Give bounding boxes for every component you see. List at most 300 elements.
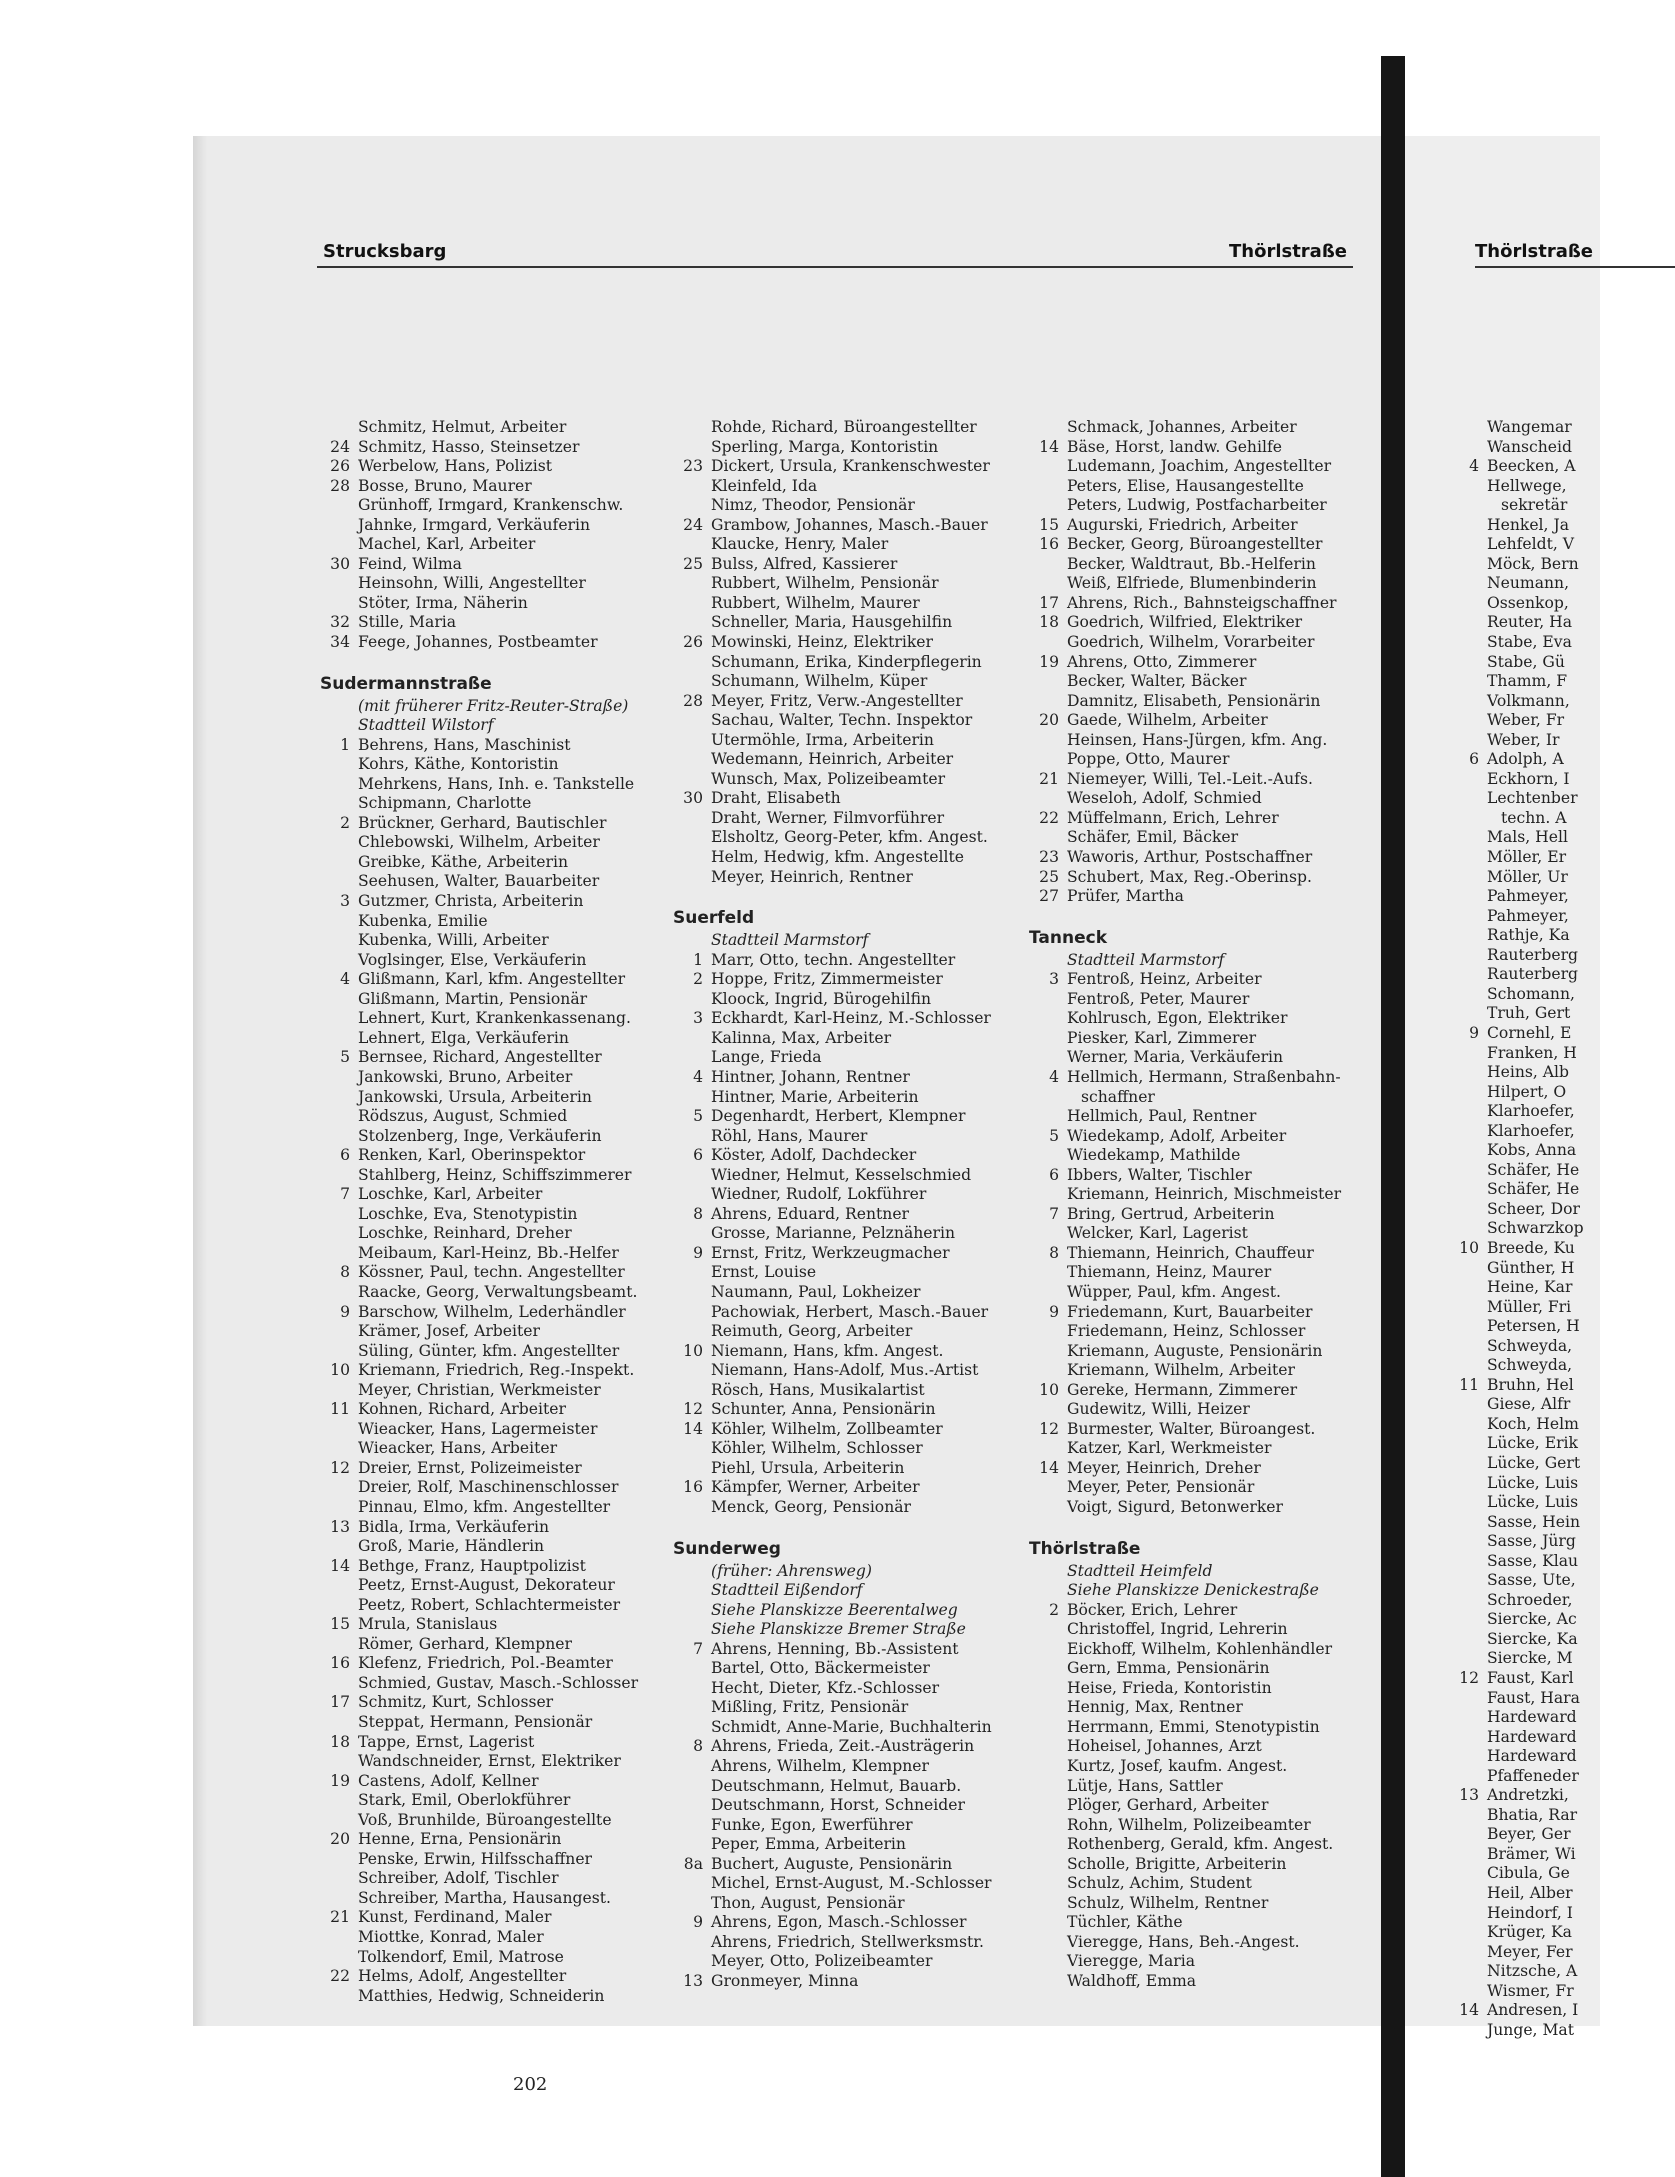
street-heading: Sunderweg	[673, 1538, 781, 1559]
resident-name: Heise, Frieda, Kontoristin	[1067, 1678, 1272, 1697]
resident-name: Jankowski, Ursula, Arbeiterin	[358, 1087, 592, 1106]
house-number: 20	[1039, 711, 1059, 730]
house-number: 15	[330, 1615, 350, 1634]
resident-name: Volkmann,	[1487, 691, 1570, 710]
resident-name: Eckhorn, I	[1487, 769, 1570, 788]
resident-name: Krüger, Ka	[1487, 1923, 1572, 1942]
resident-entry	[1029, 1420, 1389, 1440]
resident-entry	[673, 770, 1003, 790]
resident-name: Gutzmer, Christa, Arbeiterin	[358, 892, 584, 911]
resident-name: Wüpper, Paul, kfm. Angest.	[1067, 1282, 1281, 1301]
house-number: 10	[1039, 1380, 1059, 1399]
resident-name: Helms, Adolf, Angestellter	[358, 1967, 567, 1986]
resident-name: Klarhoefer,	[1487, 1102, 1575, 1121]
resident-entry	[1029, 477, 1389, 497]
resident-entry	[1449, 1376, 1649, 1396]
resident-name: Sasse, Jürg	[1487, 1532, 1576, 1551]
resident-name: Ahrens, Rich., Bahnsteigschaffner	[1067, 593, 1337, 612]
house-number: 21	[1039, 769, 1059, 788]
resident-name: Schulz, Achim, Student	[1067, 1874, 1252, 1893]
resident-entry	[673, 418, 1003, 438]
resident-entry	[1029, 770, 1389, 790]
house-number: 8	[693, 1204, 703, 1223]
resident-entry	[1449, 1239, 1649, 1259]
street-heading: Sudermannstraße	[320, 673, 492, 694]
resident-entry	[673, 477, 1003, 497]
resident-entry	[1029, 1796, 1389, 1816]
resident-name: Peters, Ludwig, Postfacharbeiter	[1067, 496, 1327, 515]
resident-entry	[1029, 848, 1389, 868]
house-number: 14	[1459, 2001, 1479, 2020]
house-number: 21	[330, 1908, 350, 1927]
resident-name: Weber, Fr	[1487, 711, 1565, 730]
resident-name: Breede, Ku	[1487, 1238, 1575, 1257]
resident-entry	[1449, 848, 1649, 868]
resident-name: Heinsen, Hans-Jürgen, kfm. Ang.	[1067, 730, 1328, 749]
house-number: 7	[693, 1639, 703, 1658]
resident-entry	[1029, 1777, 1389, 1797]
resident-name: Ibbers, Walter, Tischler	[1067, 1165, 1252, 1184]
resident-entry	[1029, 574, 1389, 594]
street-note: Siehe Planskizze Denickestraße	[1067, 1581, 1319, 1600]
house-number: 24	[330, 437, 350, 456]
resident-name: Helm, Hedwig, kfm. Angestellte	[711, 848, 964, 867]
resident-name: Pahmeyer,	[1487, 887, 1569, 906]
resident-name: Bosse, Bruno, Maurer	[358, 476, 532, 495]
resident-entry	[673, 1498, 1003, 1518]
resident-name: Süling, Günter, kfm. Angestellter	[358, 1341, 620, 1360]
resident-name: Gaede, Wilhelm, Arbeiter	[1067, 711, 1268, 730]
resident-entry	[673, 1913, 1003, 1933]
house-number: 5	[340, 1048, 350, 1067]
resident-name: Kubenka, Emilie	[358, 911, 488, 930]
resident-name: Peetz, Robert, Schlachtermeister	[358, 1595, 621, 1614]
resident-name: Lechtenber	[1487, 789, 1578, 808]
resident-entry	[673, 1894, 1003, 1914]
resident-entry	[1449, 438, 1649, 458]
resident-name: Bäse, Horst, landw. Gehilfe	[1067, 437, 1282, 456]
resident-name: Deutschmann, Horst, Schneider	[711, 1796, 965, 1815]
resident-entry	[1449, 633, 1649, 653]
house-number: 23	[683, 457, 703, 476]
house-number: 4	[1049, 1067, 1059, 1086]
resident-name: Schreiber, Adolf, Tischler	[358, 1869, 559, 1888]
resident-name: Meyer, Heinrich, Dreher	[1067, 1458, 1261, 1477]
resident-entry	[320, 1029, 650, 1049]
resident-name: Sperling, Marga, Kontoristin	[711, 437, 939, 456]
resident-entry	[1449, 1825, 1649, 1845]
resident-entry	[320, 1459, 650, 1479]
house-number: 6	[1049, 1165, 1059, 1184]
street-heading: Tanneck	[1029, 927, 1107, 948]
resident-entry	[320, 931, 650, 951]
resident-entry	[320, 1127, 650, 1147]
resident-entry	[320, 1439, 650, 1459]
resident-entry	[1449, 1630, 1649, 1650]
resident-name: Schubert, Max, Reg.-Oberinsp.	[1067, 867, 1312, 886]
resident-entry	[673, 1972, 1003, 1992]
resident-name: Rubbert, Wilhelm, Maurer	[711, 593, 920, 612]
resident-entry	[1449, 1083, 1649, 1103]
resident-entry	[673, 1107, 1003, 1127]
resident-entry	[1029, 653, 1389, 673]
resident-name: Ossenkop,	[1487, 593, 1569, 612]
resident-entry	[673, 789, 1003, 809]
resident-name: Vieregge, Hans, Beh.-Angest.	[1067, 1932, 1300, 1951]
resident-name: Tappe, Ernst, Lagerist	[358, 1732, 535, 1751]
street-note: Siehe Planskizze Bremer Straße	[711, 1620, 966, 1639]
resident-name: Lange, Frieda	[711, 1048, 822, 1067]
resident-name: Hardeward	[1487, 1727, 1577, 1746]
resident-entry	[320, 833, 650, 853]
resident-entry	[1449, 1786, 1649, 1806]
resident-entry	[1449, 1982, 1649, 2002]
resident-entry	[1449, 946, 1649, 966]
resident-name: Schwarzkop	[1487, 1219, 1584, 1238]
resident-name: Stolzenberg, Inge, Verkäuferin	[358, 1126, 602, 1145]
house-number: 28	[683, 691, 703, 710]
resident-name: Reuter, Ha	[1487, 613, 1573, 632]
house-number: 3	[340, 892, 350, 911]
entry-continuation: schaffner	[1081, 1087, 1155, 1106]
house-number: 13	[1459, 1786, 1479, 1805]
resident-entry	[1449, 1728, 1649, 1748]
resident-name: Bidla, Irma, Verkäuferin	[358, 1517, 550, 1536]
resident-entry	[320, 1987, 650, 2007]
resident-entry	[320, 1889, 650, 1909]
entry-continuation: sekretär	[1501, 496, 1568, 515]
resident-entry	[1029, 1166, 1389, 1186]
resident-entry	[320, 1205, 650, 1225]
resident-entry	[673, 1874, 1003, 1894]
resident-name: Buchert, Auguste, Pensionärin	[711, 1854, 953, 1873]
resident-entry	[320, 1342, 650, 1362]
resident-name: Tolkendorf, Emil, Matrose	[358, 1947, 564, 1966]
resident-entry	[1449, 1395, 1649, 1415]
resident-entry	[1029, 633, 1389, 653]
resident-name: Renken, Karl, Oberinspektor	[358, 1146, 586, 1165]
resident-name: Neumann,	[1487, 574, 1570, 593]
house-number: 16	[683, 1478, 703, 1497]
resident-name: Hellwege,	[1487, 476, 1567, 495]
resident-entry	[320, 1166, 650, 1186]
resident-entry	[320, 1557, 650, 1577]
resident-name: Schomann,	[1487, 984, 1575, 1003]
resident-name: Becker, Waldtraut, Bb.-Helferin	[1067, 554, 1316, 573]
resident-name: Ahrens, Wilhelm, Klempner	[711, 1757, 929, 1775]
resident-name: Kriemann, Auguste, Pensionärin	[1067, 1341, 1323, 1360]
house-number: 12	[1039, 1419, 1059, 1438]
resident-name: Wismer, Fr	[1487, 1981, 1574, 2000]
resident-name: Siercke, M	[1487, 1649, 1573, 1668]
resident-entry	[320, 1400, 650, 1420]
resident-name: Kriemann, Friedrich, Reg.-Inspekt.	[358, 1361, 635, 1380]
house-number: 13	[330, 1517, 350, 1536]
house-number: 7	[340, 1185, 350, 1204]
resident-entry	[1029, 1107, 1389, 1127]
resident-name: Hoppe, Fritz, Zimmermeister	[711, 970, 943, 989]
street-note: Siehe Planskizze Beerentalweg	[711, 1600, 958, 1619]
resident-entry	[1449, 1904, 1649, 1924]
resident-name: Sachau, Walter, Techn. Inspektor	[711, 711, 973, 730]
resident-name: Werner, Maria, Verkäuferin	[1067, 1048, 1284, 1067]
house-number: 4	[340, 970, 350, 989]
resident-name: Weiß, Elfriede, Blumenbinderin	[1067, 574, 1317, 593]
resident-name: Lehfeldt, V	[1487, 535, 1575, 554]
resident-entry	[320, 1263, 650, 1283]
resident-name: Schmidt, Anne-Marie, Buchhalterin	[711, 1717, 992, 1736]
resident-name: Cornehl, E	[1487, 1023, 1572, 1042]
resident-entry	[320, 1420, 650, 1440]
resident-entry	[1029, 731, 1389, 751]
resident-entry	[673, 828, 1003, 848]
resident-name: Bring, Gertrud, Arbeiterin	[1067, 1204, 1275, 1223]
resident-name: Heil, Alber	[1487, 1884, 1573, 1903]
resident-name: Waldhoff, Emma	[1067, 1972, 1197, 1991]
resident-entry	[320, 1967, 650, 1987]
resident-name: Wieacker, Hans, Arbeiter	[358, 1439, 558, 1458]
resident-name: Penske, Erwin, Hilfsschaffner	[358, 1849, 593, 1868]
resident-entry	[1449, 1493, 1649, 1513]
house-number: 27	[1039, 887, 1059, 906]
resident-entry	[1029, 1498, 1389, 1518]
resident-name: Elsholtz, Georg-Peter, kfm. Angest.	[711, 828, 988, 847]
resident-entry	[320, 951, 650, 971]
resident-name: Köhler, Wilhelm, Schlosser	[711, 1439, 923, 1458]
resident-name: Feege, Johannes, Postbeamter	[358, 633, 598, 652]
page-scan	[193, 136, 1400, 2095]
resident-entry	[1449, 1063, 1649, 1083]
resident-name: Stille, Maria	[358, 613, 457, 632]
house-number: 17	[330, 1693, 350, 1712]
resident-entry	[1449, 1102, 1649, 1122]
house-number: 2	[693, 970, 703, 989]
resident-name: Kleinfeld, Ida	[711, 476, 818, 495]
resident-name: Günther, H	[1487, 1258, 1575, 1277]
resident-name: Behrens, Hans, Maschinist	[358, 735, 571, 754]
resident-entry	[320, 1381, 650, 1401]
resident-entry	[320, 1869, 650, 1889]
resident-entry	[1449, 711, 1649, 731]
resident-entry	[1449, 731, 1649, 751]
resident-entry	[1029, 1913, 1389, 1933]
resident-name: Grünhoff, Irmgard, Krankenschw.	[358, 496, 624, 515]
resident-entry	[320, 457, 650, 477]
resident-entry	[1029, 1205, 1389, 1225]
resident-entry	[1449, 555, 1649, 575]
resident-name: Augurski, Friedrich, Arbeiter	[1067, 515, 1298, 534]
street-note: Stadtteil Marmstorf	[711, 931, 869, 950]
resident-entry	[673, 516, 1003, 536]
resident-entry	[320, 912, 650, 932]
house-number: 7	[1049, 1204, 1059, 1223]
resident-name: Herrmann, Emmi, Stenotypistin	[1067, 1717, 1320, 1736]
resident-name: Stöter, Irma, Näherin	[358, 593, 528, 612]
resident-name: Cibula, Ge	[1487, 1864, 1570, 1883]
resident-entry	[1449, 1884, 1649, 1904]
resident-name: Scheer, Dor	[1487, 1199, 1580, 1218]
entry-continuation: techn. A	[1501, 808, 1567, 827]
resident-name: Gronmeyer, Minna	[711, 1972, 859, 1991]
resident-entry	[673, 1263, 1003, 1283]
resident-entry	[1449, 965, 1649, 985]
resident-entry	[1449, 1610, 1649, 1630]
resident-name: Hoheisel, Johannes, Arzt	[1067, 1737, 1262, 1756]
resident-name: Kriemann, Wilhelm, Arbeiter	[1067, 1361, 1295, 1380]
resident-entry	[1449, 1532, 1649, 1552]
next-page-edge	[1405, 136, 1600, 2039]
resident-name: Bartel, Otto, Bäckermeister	[711, 1659, 930, 1678]
resident-entry	[673, 613, 1003, 633]
resident-name: Wandschneider, Ernst, Elektriker	[358, 1752, 621, 1771]
resident-entry	[320, 1752, 650, 1772]
resident-entry	[1029, 1263, 1389, 1283]
resident-name: Peters, Elise, Hausangestellte	[1067, 476, 1304, 495]
resident-entry	[1449, 1122, 1649, 1142]
resident-entry	[673, 1737, 1003, 1757]
resident-entry	[320, 535, 650, 555]
house-number: 12	[1459, 1669, 1479, 1687]
resident-entry	[1029, 828, 1389, 848]
resident-entry	[320, 1185, 650, 1205]
resident-entry	[320, 1772, 650, 1792]
resident-name: Möller, Er	[1487, 848, 1567, 867]
resident-entry	[1449, 1806, 1649, 1826]
resident-entry	[673, 1698, 1003, 1718]
resident-entry	[320, 1498, 650, 1518]
resident-entry	[673, 1283, 1003, 1303]
resident-entry	[1449, 985, 1649, 1005]
resident-entry	[1029, 1972, 1389, 1992]
resident-name: Greibke, Käthe, Arbeiterin	[358, 852, 568, 871]
resident-entry	[320, 1322, 650, 1342]
house-number: 16	[330, 1654, 350, 1673]
resident-name: Rathje, Ka	[1487, 926, 1570, 945]
resident-entry	[320, 853, 650, 873]
resident-name: Faust, Karl	[1487, 1669, 1574, 1687]
resident-entry	[673, 1478, 1003, 1498]
resident-entry	[1449, 1767, 1649, 1787]
resident-entry	[673, 1205, 1003, 1225]
resident-name: Schneller, Maria, Hausgehilfin	[711, 613, 953, 632]
resident-name: Rauterberg	[1487, 965, 1579, 984]
resident-name: Rauterberg	[1487, 945, 1579, 964]
resident-entry	[1449, 1474, 1649, 1494]
resident-entry	[1449, 887, 1649, 907]
resident-entry	[1449, 1747, 1649, 1767]
house-number: 22	[1039, 808, 1059, 827]
resident-entry	[673, 1777, 1003, 1797]
resident-name: Kurtz, Josef, kaufm. Angest.	[1067, 1757, 1288, 1775]
resident-entry	[1029, 1718, 1389, 1738]
resident-name: Rohde, Richard, Büroangestellter	[711, 418, 977, 436]
resident-entry	[320, 1733, 650, 1753]
resident-entry	[320, 1146, 650, 1166]
resident-entry	[320, 1361, 650, 1381]
resident-entry	[1029, 1478, 1389, 1498]
street-heading: Suerfeld	[673, 908, 755, 929]
resident-entry	[673, 1718, 1003, 1738]
resident-name: Lücke, Erik	[1487, 1434, 1578, 1453]
resident-entry	[320, 990, 650, 1010]
resident-name: Meyer, Peter, Pensionär	[1067, 1478, 1255, 1497]
resident-name: Wedemann, Heinrich, Arbeiter	[711, 750, 954, 769]
house-number: 26	[683, 633, 703, 652]
resident-name: Hilpert, O	[1487, 1082, 1567, 1101]
resident-name: Heins, Alb	[1487, 1063, 1570, 1082]
resident-entry	[673, 633, 1003, 653]
resident-name: Meyer, Otto, Polizeibeamter	[711, 1952, 933, 1971]
resident-entry	[673, 535, 1003, 555]
resident-name: Voß, Brunhilde, Büroangestellte	[358, 1810, 612, 1829]
resident-name: Lehnert, Kurt, Krankenkassenang.	[358, 1009, 631, 1028]
resident-name: Meyer, Fer	[1487, 1942, 1573, 1961]
directory-column-1	[320, 418, 650, 2006]
resident-name: Draht, Elisabeth	[711, 789, 841, 808]
running-header	[317, 236, 1353, 268]
house-number: 14	[330, 1556, 350, 1575]
resident-entry	[1449, 1278, 1649, 1298]
resident-name: Brückner, Gerhard, Bautischler	[358, 813, 607, 832]
resident-name: Siercke, Ac	[1487, 1610, 1577, 1629]
house-number: 30	[330, 554, 350, 573]
resident-entry	[673, 731, 1003, 751]
resident-name: Meyer, Christian, Werkmeister	[358, 1380, 601, 1399]
book-spine	[1381, 56, 1405, 2177]
resident-name: Lücke, Gert	[1487, 1453, 1581, 1472]
resident-entry	[1449, 516, 1649, 536]
resident-entry	[1449, 1298, 1649, 1318]
resident-entry	[1449, 1962, 1649, 1982]
resident-entry	[1449, 653, 1649, 673]
resident-entry	[320, 555, 650, 575]
resident-entry	[1029, 1244, 1389, 1264]
house-number: 8	[1049, 1243, 1059, 1262]
resident-name: Ernst, Fritz, Werkzeugmacher	[711, 1243, 950, 1262]
resident-entry	[1029, 1874, 1389, 1894]
house-number: 9	[693, 1243, 703, 1262]
resident-entry	[320, 1009, 650, 1029]
resident-entry	[1029, 1146, 1389, 1166]
resident-name: Franken, H	[1487, 1043, 1577, 1062]
resident-entry	[1449, 1004, 1649, 1024]
resident-name: Möller, Ur	[1487, 867, 1568, 886]
resident-name: Vieregge, Maria	[1067, 1952, 1195, 1971]
resident-entry	[1449, 1864, 1649, 1884]
resident-entry	[673, 868, 1003, 888]
resident-entry	[1449, 907, 1649, 927]
resident-name: Niemann, Hans, kfm. Angest.	[711, 1341, 944, 1360]
resident-entry	[320, 892, 650, 912]
resident-name: Ernst, Louise	[711, 1263, 817, 1282]
directory-column-2	[673, 418, 1003, 1992]
resident-name: Lehnert, Elga, Verkäuferin	[358, 1028, 569, 1047]
resident-entry	[1449, 750, 1649, 770]
house-number: 8	[693, 1737, 703, 1756]
resident-entry	[1449, 672, 1649, 692]
resident-entry	[320, 1615, 650, 1635]
resident-name: Wiedner, Helmut, Kesselschmied	[711, 1165, 972, 1184]
resident-entry	[1449, 1200, 1649, 1220]
resident-name: Sasse, Hein	[1487, 1512, 1580, 1531]
house-number: 6	[340, 1146, 350, 1165]
resident-name: Feind, Wilma	[358, 554, 462, 573]
resident-entry	[320, 1576, 650, 1596]
resident-name: Schunter, Anna, Pensionärin	[711, 1400, 936, 1419]
resident-name: Groß, Marie, Händlerin	[358, 1537, 545, 1556]
resident-name: Steppat, Hermann, Pensionär	[358, 1713, 593, 1731]
resident-entry	[673, 594, 1003, 614]
